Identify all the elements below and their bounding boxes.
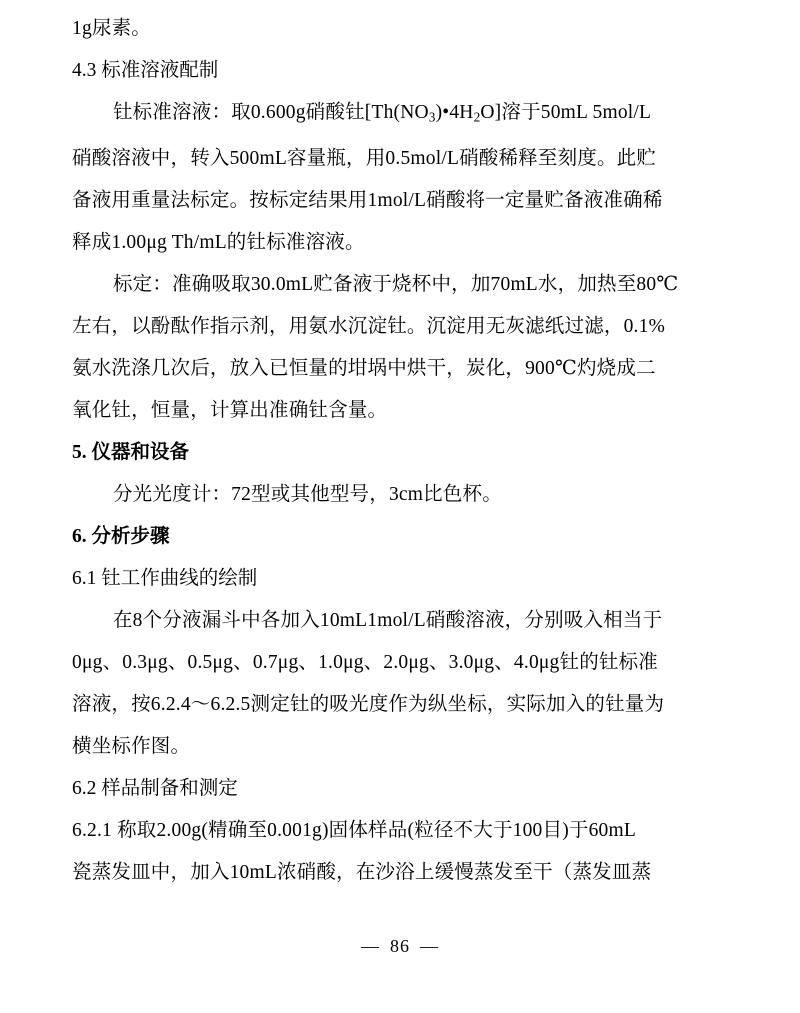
section-heading-6-1: 6.1 钍工作曲线的绘制: [72, 568, 258, 590]
text-line: 标定：准确吸取30.0mL贮备液于烧杯中，加70mL水，加热至80℃: [112, 274, 679, 296]
text-line: 左右，以酚酞作指示剂，用氨水沉淀钍。沉淀用无灰滤纸过滤，0.1%: [72, 316, 666, 338]
section-heading-4-3: 4.3 标准溶液配制: [72, 60, 219, 81]
text-line: 0μg、0.3μg、0.5μg、0.7μg、1.0μg、2.0μg、3.0μg、4.0μg钍的钍标准: [72, 652, 659, 674]
text-line: 备液用重量法标定。按标定结果用1mol/L硝酸将一定量贮备液准确稀: [72, 190, 663, 212]
page-number: 86: [390, 936, 410, 956]
text-line: 横坐标作图。: [72, 736, 191, 758]
text-line: 6.2.1 称取2.00g(精确至0.001g)固体样品(粒径不大于100目)于60mL: [72, 820, 636, 842]
text-line: 溶液，按6.2.4～6.2.5测定钍的吸光度作为纵坐标，实际加入的钍量为: [72, 694, 665, 716]
footer-dash-right: —: [420, 936, 439, 956]
section-heading-6-2: 6.2 样品制备和测定: [72, 778, 238, 800]
page-footer: [0, 936, 800, 957]
section-heading-5: 5. 仪器和设备: [72, 442, 190, 464]
text-line: 1g尿素。: [72, 18, 152, 39]
text-line: 释成1.00μg Th/mL的钍标准溶液。: [72, 232, 365, 254]
text-line: 硝酸溶液中，转入500mL容量瓶，用0.5mol/L硝酸稀释至刻度。此贮: [72, 148, 657, 170]
text-line: 氧化钍，恒量，计算出准确钍含量。: [72, 400, 388, 422]
text-line: 钍标准溶液：取0.600g硝酸钍$[Th(NO_3)•4H_2O]$溶于50mL 5mol/L: [112, 102, 652, 125]
footer-dash-left: —: [361, 936, 380, 956]
section-heading-6: 6. 分析步骤: [72, 526, 170, 548]
text-line: 分光光度计：72型或其他型号，3cm比色杯。: [112, 484, 502, 506]
text-line: 在8个分液漏斗中各加入10mL1mol/L硝酸溶液，分别吸入相当于: [112, 610, 663, 632]
text-line: 瓷蒸发皿中，加入10mL浓硝酸，在沙浴上缓慢蒸发至干（蒸发皿蒸: [72, 862, 652, 884]
text-line: 氨水洗涤几次后，放入已恒量的坩埚中烘干，炭化，900℃灼烧成二: [72, 358, 656, 380]
